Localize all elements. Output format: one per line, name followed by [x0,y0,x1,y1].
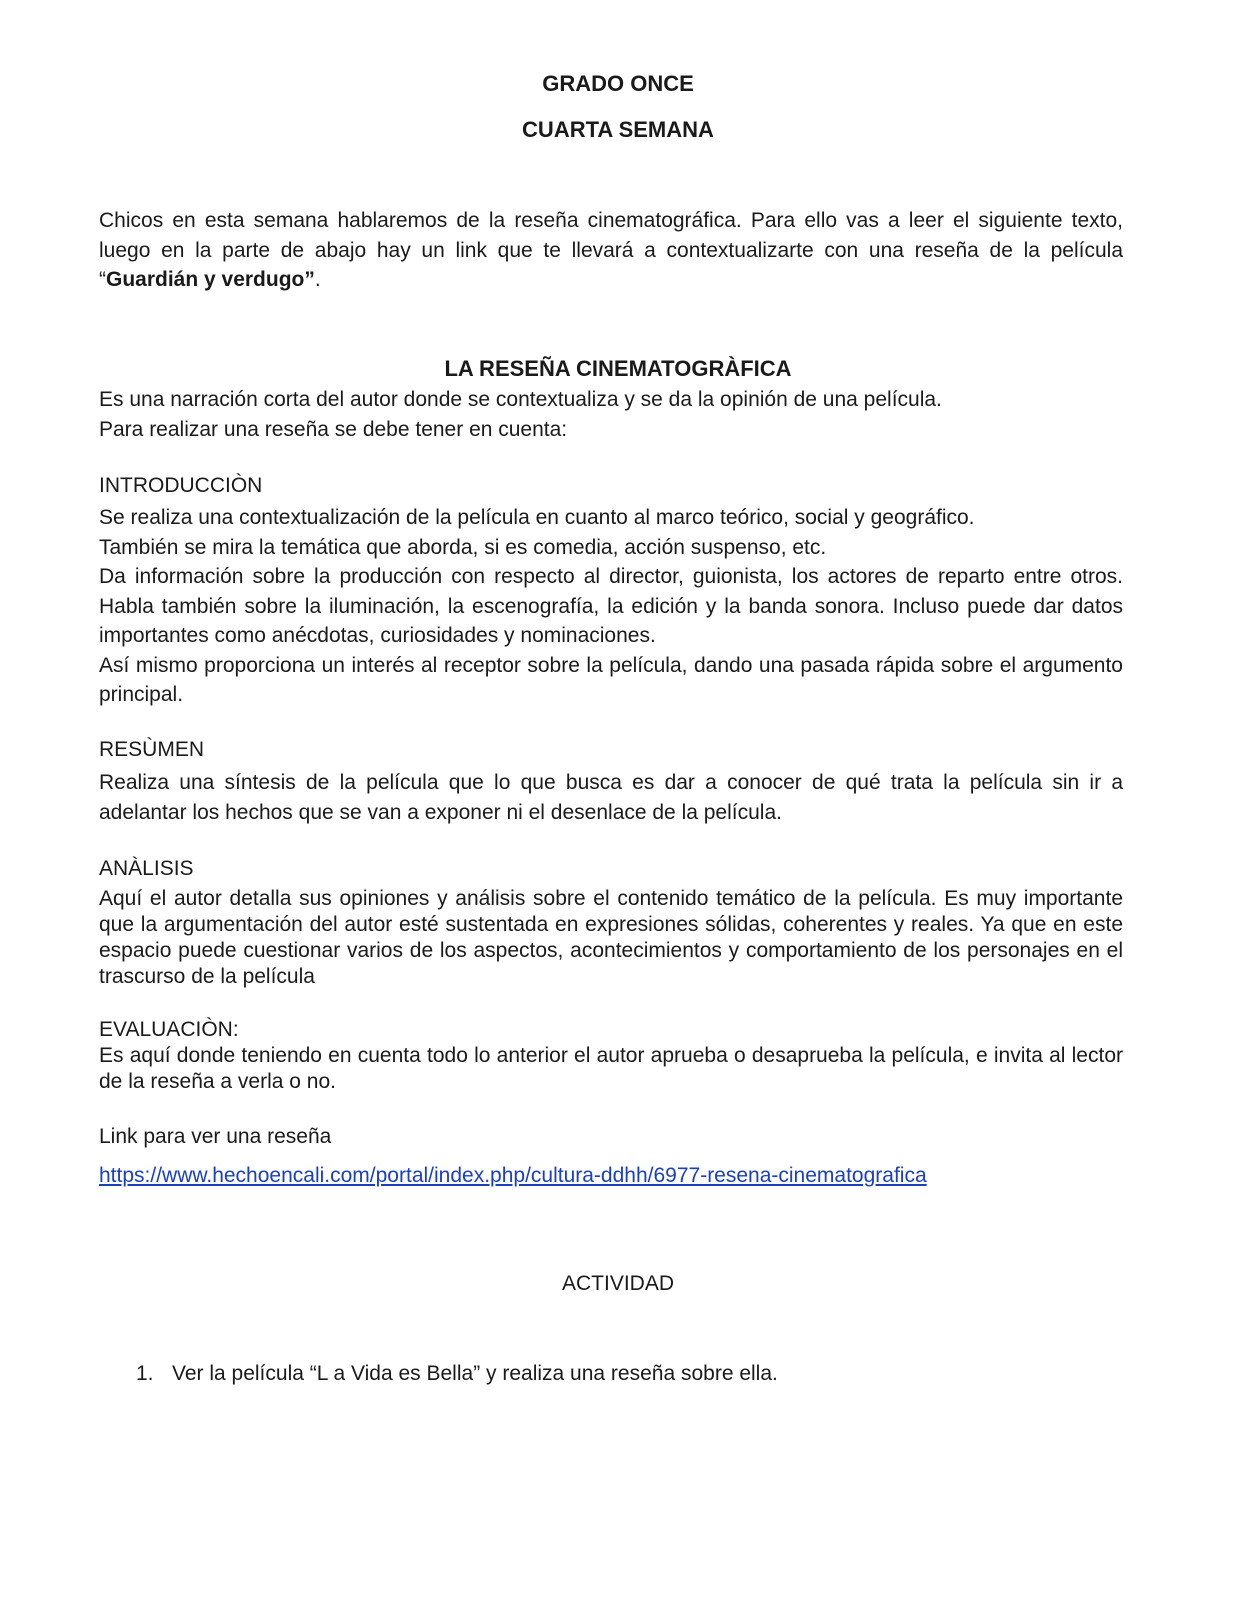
week-title: CUARTA SEMANA [522,117,714,142]
activity-title: ACTIVIDAD [561,1272,674,1295]
evaluacion-heading: EVALUACIÒN: [99,1018,239,1041]
intro-text: Chicos en esta semana hablaremos de la reseña cinematográfica. Para ello vas a leer el siguiente texto, luego en la parte de abajo hay un link que te llevará a contextualizarte con una reseña de la película “ [99,209,1123,291]
evaluacion-body: Es aquí donde teniendo en cuenta todo lo anterior el autor aprueba o desaprueba la película, e invita al lector de la reseña a verla o no. [99,1044,1123,1093]
activity-item [136,1362,778,1386]
introduccion-p1: Se realiza una contextualización de la película en cuanto al marco teórico, social y geográfico. [99,506,975,529]
introduccion-heading: INTRODUCCIÒN [99,474,263,497]
link-label: Link para ver una reseña [99,1125,332,1148]
link-paragraph [99,1161,1123,1191]
introduccion-p2: También se mira la temática que aborda, si es comedia, acción suspenso, etc. [99,535,827,559]
movie-title: Guardián y verdugo” [106,268,315,291]
intro-text-end: . [314,268,321,291]
introduccion-p4: Así mismo proporciona un interés al receptor sobre la película, dando una pasada rápida sobre el argumento principal. [99,653,1123,706]
section-title: LA RESEÑA CINEMATOGRÀFICA [444,356,792,381]
activity-item-text: Ver la película “L a Vida es Bella” y realiza una reseña sobre ella. [172,1362,778,1385]
definition-line-2: Para realizar una reseña se debe tener en cuenta: [99,418,568,441]
resumen-body: Realiza una síntesis de la película que lo que busca es dar a conocer de qué trata la película sin ir a adelantar los hechos que se van a exponer ni el desenlace de la película. [99,771,1123,824]
definition-line-1: Es una narración corta del autor donde se contextualiza y se da la opinión de una película. [99,388,942,411]
analisis-heading: ANÀLISIS [99,857,194,880]
introduccion-body [99,503,1123,710]
grade-title: GRADO ONCE [542,71,694,96]
intro-paragraph [99,206,1123,295]
resumen-heading: RESÙMEN [99,738,205,761]
activity-item-number: 1. [136,1362,154,1385]
introduccion-p3: Da información sobre la producción con respecto al director, guionista, los actores de reparto entre otros. Habla también sobre la iluminación, la escenografía, la edición y la banda sonora. Incluso puede dar datos importantes como anécdotas, curiosidades y nominaciones. [99,565,1123,647]
review-link[interactable]: https://www.hechoencali.com/portal/index.php/cultura-ddhh/6977-resena-cinematografica [99,1164,927,1187]
analisis-body: Aquí el autor detalla sus opiniones y análisis sobre el contenido temático de la película. Es muy importante que la argumentación del autor esté sustentada en expresiones sólidas, coherentes y reales. Ya que en este espacio puede cuestionar varios de los aspectos, acontecimientos y comportamiento de los personajes en el trascurso de la película [99,887,1123,988]
